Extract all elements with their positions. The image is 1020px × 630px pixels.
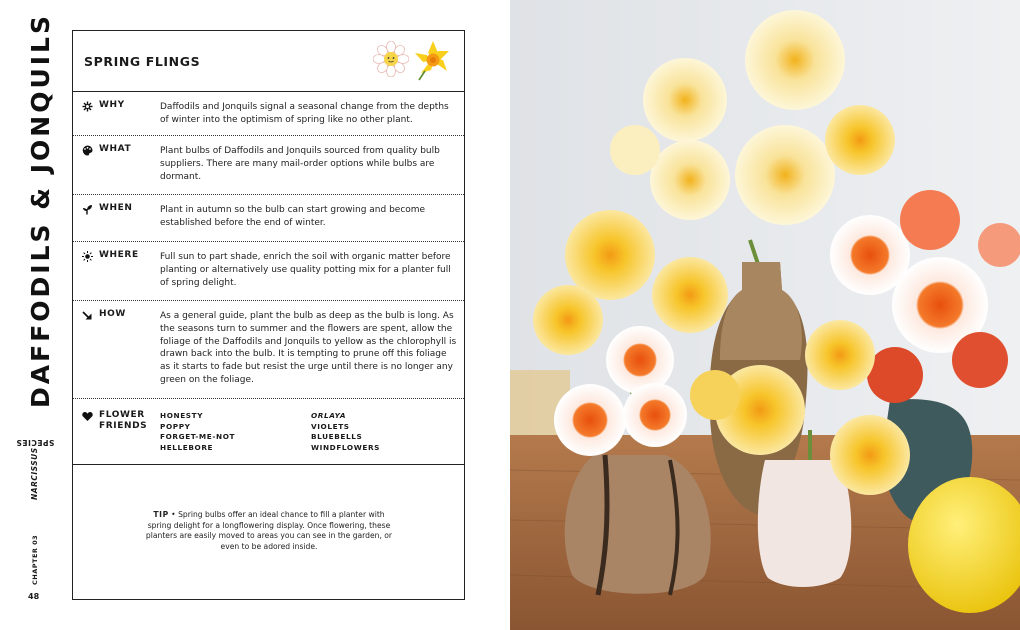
daffodil-vases-photo bbox=[510, 0, 1020, 630]
flower-friends-list bbox=[160, 411, 460, 453]
photo-illustration bbox=[510, 0, 1020, 630]
row-how bbox=[73, 301, 464, 399]
row-text-where: Full sun to part shade, enrich the soil with organic matter before planting or alternatively use quality potting mix for a planter full of spring delight. bbox=[160, 252, 451, 288]
paint-palette-icon bbox=[81, 144, 93, 156]
arrow-down-right-icon bbox=[81, 309, 93, 321]
row-label-how: HOW bbox=[99, 309, 126, 319]
card-title: SPRING FLINGS bbox=[84, 54, 201, 69]
row-when bbox=[73, 195, 464, 242]
sun-sparkle-icon bbox=[81, 100, 93, 112]
tip-prefix: TIP bbox=[153, 510, 169, 519]
row-text-how: As a general guide, plant the bulb as deep as the bulb is long. As the seasons turn to summer and the flowers are spent, allow the foliage of the Daffodils and Jonquils to yellow as the chlorophyll is drawn back into the bulb. It is tempting to prune off this foliage as it starts to fade but resist the urge until there is no longer any green on the foliage. bbox=[160, 311, 457, 385]
daffodil-icon bbox=[411, 37, 455, 81]
friend-item: WINDFLOWERS bbox=[311, 442, 381, 452]
friend-item: VIOLETS bbox=[311, 421, 350, 431]
friend-item: BLUEBELLS bbox=[311, 432, 363, 441]
tip-box bbox=[143, 510, 395, 552]
page-number: 48 bbox=[28, 592, 40, 601]
tip-bullet: • bbox=[171, 510, 176, 519]
sprout-icon bbox=[81, 203, 93, 215]
spring-flings-card bbox=[72, 30, 465, 600]
friend-item: ORLAYA bbox=[311, 411, 347, 420]
chapter-label: CHAPTER 03 bbox=[31, 534, 39, 585]
heart-icon bbox=[81, 410, 93, 422]
row-why bbox=[73, 92, 464, 136]
row-where bbox=[73, 242, 464, 301]
chapter-title-vertical bbox=[22, 13, 58, 408]
row-label-when: WHEN bbox=[99, 203, 133, 213]
sun-icon bbox=[81, 250, 93, 262]
species-italic: NARCISSUS bbox=[30, 447, 39, 500]
species-rest: SPECIES bbox=[15, 438, 55, 448]
row-what bbox=[73, 136, 464, 195]
row-text-why: Daffodils and Jonquils signal a seasonal change from the depths of winter into the optimism of spring like no other plant. bbox=[160, 102, 449, 125]
daisy-face-icon bbox=[373, 41, 409, 77]
tip-text: Spring bulbs offer an ideal chance to fill a planter with spring delight for a longflowering display. Once flowering, these planters are easily moved to areas you can see in the garden, or even to be adored inside. bbox=[145, 510, 393, 551]
friend-item: POPPY bbox=[160, 421, 191, 431]
friend-item: HONESTY bbox=[160, 411, 204, 420]
species-label bbox=[15, 410, 55, 500]
row-label-what: WHAT bbox=[99, 144, 132, 154]
row-flower-friends bbox=[73, 399, 464, 465]
row-label-why: WHY bbox=[99, 100, 125, 110]
chapter-title: DAFFODILS & JONQUILS bbox=[25, 13, 55, 408]
row-label-where: WHERE bbox=[99, 250, 139, 260]
row-text-when: Plant in autumn so the bulb can start growing and become established before the end of winter. bbox=[160, 205, 426, 228]
row-text-what: Plant bulbs of Daffodils and Jonquils sourced from quality bulb suppliers. There are many mail-order options while bulbs are dormant. bbox=[160, 146, 440, 182]
friend-item: HELLEBORE bbox=[160, 442, 214, 452]
card-header bbox=[73, 31, 464, 92]
row-label-friends: FLOWER FRIENDS bbox=[99, 410, 148, 431]
friend-item: FORGET-ME-NOT bbox=[160, 432, 236, 441]
